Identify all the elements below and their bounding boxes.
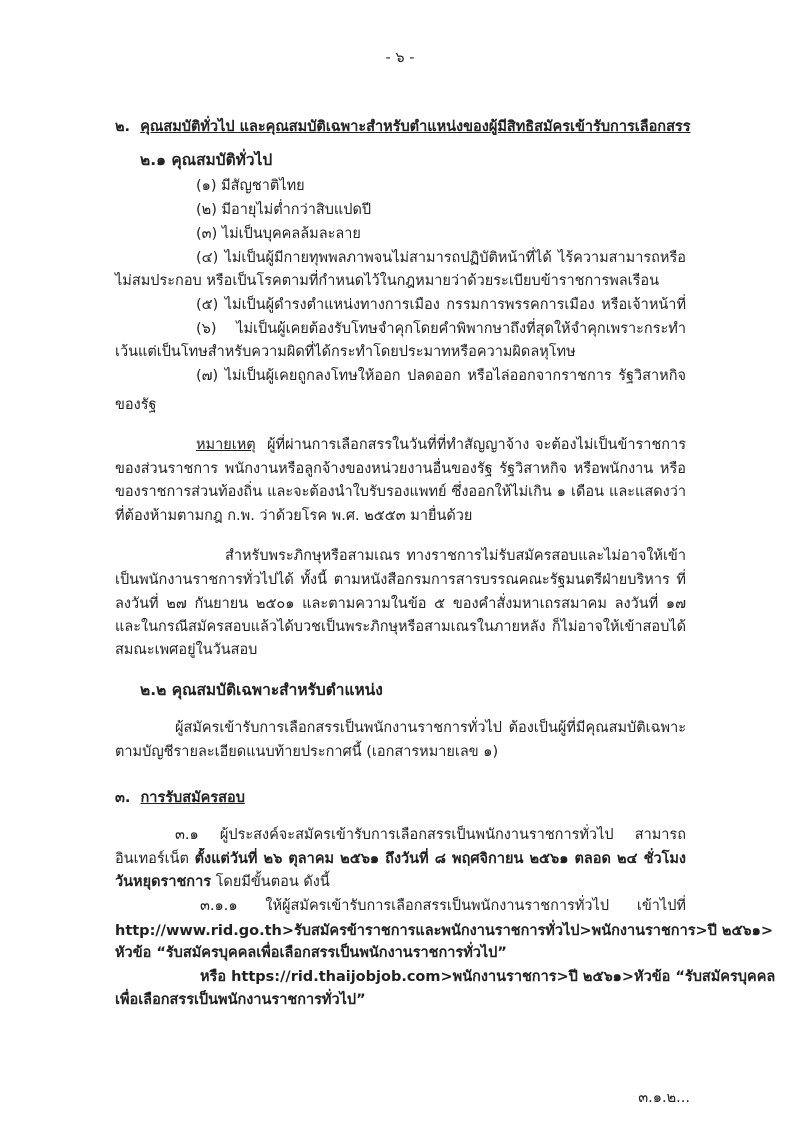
monk-paragraph-line: เป็นพนักงานราชการทั่วไปได้ ทั้งนี้ ตามหนังสือกรมการสารบรรณคณะรัฐมนตรีฝ่ายบริหาร ที่	[115, 572, 686, 588]
specific-qualification-line: ตามบัญชีรายละเอียดแนบท้ายประกาศนี้ (เอกสารหมายเลข ๑)	[115, 744, 499, 760]
qualification-item: (๔) ไม่เป็นผู้มีกายทุพพลภาพจนไม่สามารถปฏิบัติหน้าที่ได้ ไร้ความสามารถหรือ	[196, 250, 686, 266]
qualification-item-cont: ไม่สมประกอบ หรือเป็นโรคตามที่กำหนดไว้ในกฎหมายว่าด้วยระเบียบข้าราชการพลเรือน	[115, 273, 660, 289]
qualification-item: (๗) ไม่เป็นผู้เคยถูกลงโทษให้ออก ปลดออก หรือไล่ออกจากราชการ รัฐวิสาหกิจ	[196, 368, 686, 384]
note-line	[196, 434, 686, 456]
specific-qualification-line: ผู้สมัครเข้ารับการเลือกสรรเป็นพนักงานราชการทั่วไป ต้องเป็นผู้ที่มีคุณสมบัติเฉพาะ	[175, 720, 686, 736]
qualification-item: (๓) ไม่เป็นบุคคลล้มละลาย	[196, 226, 361, 242]
qualification-item-cont: ของรัฐ	[115, 397, 157, 413]
note-text: ผู้ที่ผ่านการเลือกสรรในวันที่ที่ทำสัญญาจ้าง จะต้องไม่เป็นข้าราชการ	[267, 437, 686, 453]
note-line: ที่ต้องห้ามตามกฎ ก.พ. ว่าด้วยโรค พ.ศ. ๒๕๕๓ มายื่นด้วย	[115, 508, 473, 524]
website-path-alt[interactable]: หรือ https://rid.thaijobjob.com>พนักงานราชการ>ปี ๒๕๖๑>หัวข้อ “รับสมัครบุคคล	[200, 969, 776, 985]
subsection-2-1-heading: ๒.๑ คุณสมบัติทั่วไป	[140, 151, 273, 169]
note-label: หมายเหตุ	[196, 437, 256, 453]
application-period: วันหยุดราชการ	[115, 874, 212, 890]
application-step-line: หัวข้อ “รับสมัครบุคคลเพื่อเลือกสรรเป็นพนักงานราชการทั่วไป”	[115, 945, 507, 961]
section-title: การรับสมัครสอบ	[140, 790, 245, 806]
section-title: คุณสมบัติทั่วไป และคุณสมบัติเฉพาะสำหรับตำแหน่งของผู้มีสิทธิสมัครเข้ารับการเลือกสรร	[140, 119, 691, 135]
section-number: ๓.	[115, 790, 131, 806]
qualification-item: (๒) มีอายุไม่ต่ำกว่าสิบแปดปี	[196, 202, 372, 218]
application-line	[115, 848, 686, 870]
application-line	[115, 871, 330, 893]
monk-paragraph-line: ลงวันที่ ๒๗ กันยายน ๒๕๐๑ และตามความในข้อ ๕ ของคำสั่งมหาเถรสมาคม ลงวันที่ ๑๗	[115, 596, 686, 612]
application-text: อินเทอร์เน็ต	[115, 851, 189, 867]
section-2-heading	[115, 116, 691, 138]
qualification-item: (๑) มีสัญชาติไทย	[196, 178, 305, 194]
subsection-2-2-heading: ๒.๒ คุณสมบัติเฉพาะสำหรับตำแหน่ง	[140, 681, 383, 699]
application-text: โดยมีขั้นตอน ดังนี้	[215, 874, 330, 890]
qualification-item-cont: เว้นแต่เป็นโทษสำหรับความผิดที่ได้กระทำโดยประมาทหรือความผิดลหุโทษ	[115, 344, 576, 360]
application-step-line: ๓.๑.๑ ให้ผู้สมัครเข้ารับการเลือกสรรเป็นพนักงานราชการทั่วไป เข้าไปที่	[200, 898, 686, 914]
note-line: ของส่วนราชการ พนักงานหรือลูกจ้างของหน่วยงานอื่นของรัฐ รัฐวิสาหกิจ หรือพนักงาน หรือ	[115, 461, 686, 477]
qualification-item: (๕) ไม่เป็นผู้ดำรงตำแหน่งทางการเมือง กรรมการพรรคการเมือง หรือเจ้าหน้าที่	[196, 297, 686, 313]
application-step-line: เพื่อเลือกสรรเป็นพนักงานราชการทั่วไป”	[115, 992, 366, 1008]
note-line: ของราชการส่วนท้องถิ่น และจะต้องนำใบรับรองแพทย์ ซึ่งออกให้ไม่เกิน ๑ เดือน และแสดงว่า	[115, 484, 686, 500]
page-number: - ๖ -	[385, 50, 415, 66]
monk-paragraph-line: สมณะเพศอยู่ในวันสอบ	[115, 642, 258, 658]
monk-paragraph-line: และในกรณีสมัครสอบแล้วได้บวชเป็นพระภิกษุหรือสามเณรในภายหลัง ก็ไม่อาจให้เข้าสอบได้	[115, 619, 686, 635]
section-number: ๒.	[115, 119, 131, 135]
continuation-marker: ๓.๑.๒...	[638, 1090, 690, 1106]
monk-paragraph-line: สำหรับพระภิกษุหรือสามเณร ทางราชการไม่รับสมัครสอบและไม่อาจให้เข้า	[225, 548, 686, 564]
qualification-item: (๖) ไม่เป็นผู้เคยต้องรับโทษจำคุกโดยคำพิพากษาถึงที่สุดให้จำคุกเพราะกระทำ	[196, 321, 686, 337]
application-line: ๓.๑ ผู้ประสงค์จะสมัครเข้ารับการเลือกสรรเป็นพนักงานราชการทั่วไป สามารถ	[175, 827, 686, 843]
section-3-heading	[115, 787, 245, 809]
website-path[interactable]: http://www.rid.go.th>รับสมัครข้าราชการและพนักงานราชการทั่วไป>พนักงานราชการ>ปี ๒๕๖๑>	[115, 923, 773, 939]
application-period: ตั้งแต่วันที่ ๒๖ ตุลาคม ๒๕๖๑ ถึงวันที่ ๘ พฤศจิกายน ๒๕๖๑ ตลอด ๒๔ ชั่วโมง	[194, 851, 686, 867]
